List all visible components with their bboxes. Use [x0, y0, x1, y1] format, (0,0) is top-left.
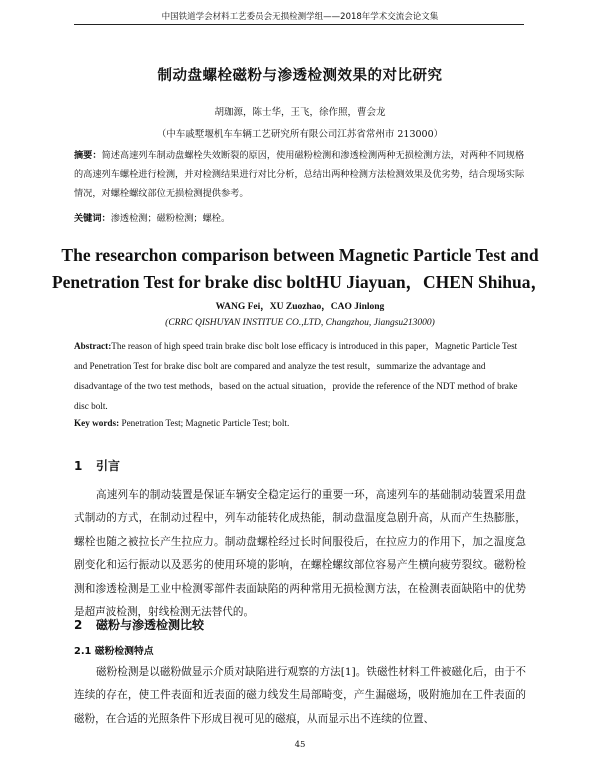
chinese-title: 制动盘螺栓磁粉与渗透检测效果的对比研究: [157, 68, 443, 84]
english-keywords-text: Penetration Test; Magnetic Particle Test; bolt.: [121, 418, 290, 428]
section-2-heading: [74, 616, 204, 633]
english-authors: WANG Fei，XU Zuozhao，CAO Jinlong: [215, 302, 385, 312]
chinese-abstract-text: 简述高速列车制动盘螺栓失效断裂的原因，使用磁粉检测和渗透检测两种无损检测方法，对两种不同规格的高速列车螺栓进行检测，并对检测结果进行对比分析，总结出两种检测方法检测效果及优劣势，结合现场实际情况，对螺栓螺纹部位无损检测提供参考。: [74, 150, 525, 199]
english-keywords: [74, 418, 526, 428]
english-affiliation: (CRRC QISHUYAN INSTITUE CO.,LTD, Changzhou, Jiangsu213000): [165, 318, 435, 328]
section-2-number: 2: [74, 618, 83, 632]
chinese-keywords-label: 关键词：: [74, 213, 111, 224]
chinese-abstract-label: 摘要：: [74, 150, 102, 161]
english-abstract: [74, 336, 526, 416]
chinese-abstract: [74, 146, 526, 203]
section-2-1-heading: 2.1 磁粉检测特点: [74, 646, 154, 657]
chinese-keywords-text: 渗透检测；磁粉检测；螺栓。: [110, 213, 231, 224]
section-2-1-paragraph: 磁粉检测是以磁粉做显示介质对缺陷进行观察的方法[1]。铁磁性材料工件被磁化后，由于不连续的存在，使工件表面和近表面的磁力线发生局部畸变，产生漏磁场，吸附施加在工件表面的磁粉，在合适的光照条件下形成目视可见的磁痕，从而显示出不连续的位置、: [74, 666, 526, 725]
english-title: The researchon comparison between Magnetic Particle Test and Penetration Test for brake disc boltHU Jiayuan，CHEN Shihua，: [51, 245, 549, 292]
chinese-affiliation: （中车戚墅堰机车车辆工艺研究所有限公司江苏省常州市 213000）: [156, 129, 444, 140]
chinese-keywords: [74, 210, 526, 224]
section-1-paragraph: 高速列车的制动装置是保证车辆安全稳定运行的重要一环，高速列车的基础制动装置采用盘式制动的方式，在制动过程中，列车动能转化成热能，制动盘温度急剧升高，从而产生热膨胀，螺栓也随之被拉长产生拉应力。制动盘螺栓经过长时间服役后，在拉应力的作用下，加之温度急剧变化和运行振动以及恶劣的使用环境的影响，在螺栓螺纹部位容易产生横向疲劳裂纹。磁粉检测和渗透检测是工业中检测零部件表面缺陷的两种常用无损检测方法，在检测表面缺陷中的优势是超声波检测，射线检测无法替代的。: [74, 489, 526, 619]
running-head: 中国铁道学会材料工艺委员会无损检测学组——2018年学术交流会论文集: [161, 12, 439, 22]
chinese-authors: 胡珈源，陈士华，王飞，徐作照，曹会龙: [214, 107, 386, 118]
english-keywords-label: Key words:: [74, 418, 120, 428]
page-number: 45: [294, 740, 306, 750]
english-abstract-text: The reason of high speed train brake disc bolt lose efficacy is introduced in this paper，Magnetic Particle Test and Penetration Test for brake disc bolt are compared and analyze the test result，summarize the advantage and disadvantage of the two test methods，based on the actual situation，provide the reference of the NDT method of brake disc bolt.: [74, 341, 518, 411]
english-abstract-label: Abstract:: [74, 341, 112, 351]
header-rule: [74, 24, 524, 25]
section-1-heading: [74, 457, 120, 474]
section-1-number: 1: [74, 459, 83, 473]
section-1-title: 引言: [96, 459, 121, 473]
section-2-title: 磁粉与渗透检测比较: [96, 618, 205, 632]
